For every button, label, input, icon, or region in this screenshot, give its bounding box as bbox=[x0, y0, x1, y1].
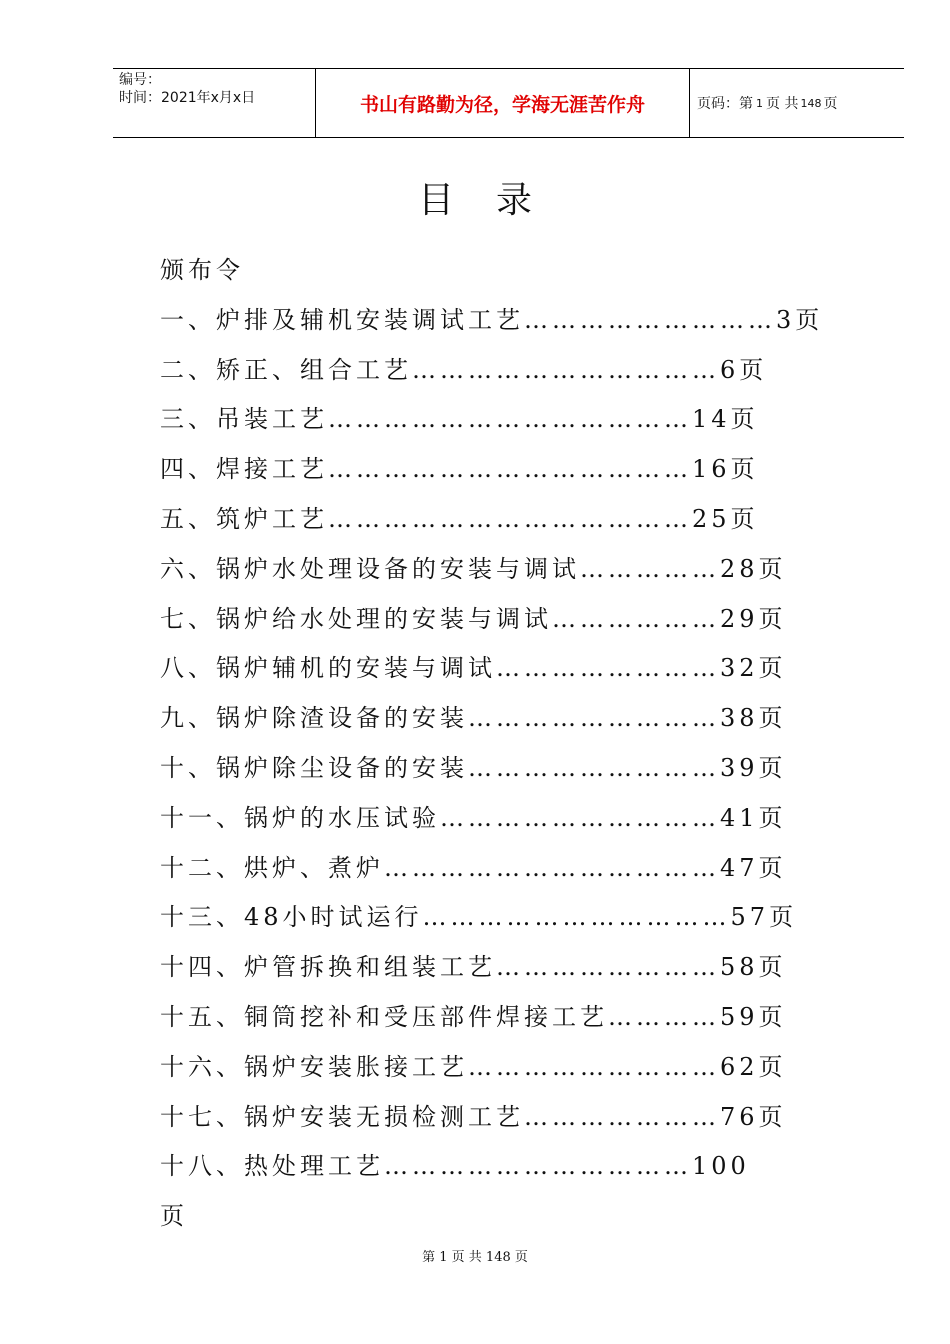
toc-item[interactable]: 十五、铜筒挖补和受压部件焊接工艺…………59页 bbox=[160, 1002, 787, 1031]
toc-item[interactable]: 十四、炉管拆换和组装工艺……………………58页 bbox=[160, 953, 787, 982]
toc-item[interactable]: 十、锅炉除尘设备的安装………………………39页 bbox=[160, 753, 787, 782]
toc-item[interactable]: 十一、锅炉的水压试验…………………………41页 bbox=[160, 803, 787, 832]
toc-item[interactable]: 十七、锅炉安装无损检测工艺…………………76页 bbox=[160, 1102, 787, 1131]
toc-item[interactable]: 五、筑炉工艺…………………………………25页 bbox=[160, 504, 759, 533]
toc-item[interactable]: 十三、48小时试运行……………………………57页 bbox=[160, 903, 798, 932]
toc-item[interactable]: 九、锅炉除渣设备的安装………………………38页 bbox=[160, 704, 787, 733]
page-title: 目录 bbox=[417, 180, 574, 221]
toc-item[interactable]: 六、锅炉水处理设备的安装与调试……………28页 bbox=[160, 554, 787, 583]
header-info bbox=[113, 69, 314, 137]
motto: 书山有路勤为径，学海无涯苦作舟 bbox=[315, 69, 690, 137]
toc-item[interactable]: 四、焊接工艺…………………………………16页 bbox=[160, 455, 759, 484]
toc-item[interactable]: 二、矫正、组合工艺……………………………6页 bbox=[160, 355, 768, 384]
page-end: 页 bbox=[823, 96, 838, 112]
toc-item[interactable]: 一、炉排及辅机安装调试工艺………………………3页 bbox=[160, 305, 824, 334]
toc-item[interactable]: 十六、锅炉安装胀接工艺………………………62页 bbox=[160, 1052, 787, 1081]
header-table bbox=[113, 68, 904, 138]
page-total: 148 bbox=[800, 96, 822, 110]
header-page-info bbox=[689, 69, 904, 137]
page-suffix: 页 共 bbox=[766, 96, 799, 112]
toc-item: 页 bbox=[160, 1202, 188, 1231]
page-prefix: 页码：第 bbox=[697, 96, 753, 112]
toc-item[interactable]: 七、锅炉给水处理的安装与调试………………29页 bbox=[160, 604, 787, 633]
number-label: 编号： bbox=[119, 72, 161, 88]
page-num: 1 bbox=[756, 96, 763, 110]
toc-item[interactable]: 十八、热处理工艺……………………………100 bbox=[160, 1152, 750, 1181]
toc-item[interactable]: 八、锅炉辅机的安装与调试……………………32页 bbox=[160, 654, 787, 683]
toc-item[interactable]: 三、吊装工艺…………………………………14页 bbox=[160, 405, 759, 434]
page-footer: 第 1 页 共 148 页 bbox=[422, 1250, 528, 1265]
time-label: 时间：2021年x月x日 bbox=[119, 90, 256, 106]
toc-item[interactable]: 颁布令 bbox=[160, 256, 244, 284]
toc-item[interactable]: 十二、烘炉、煮炉………………………………47页 bbox=[160, 853, 787, 882]
table-of-contents bbox=[160, 246, 860, 1242]
